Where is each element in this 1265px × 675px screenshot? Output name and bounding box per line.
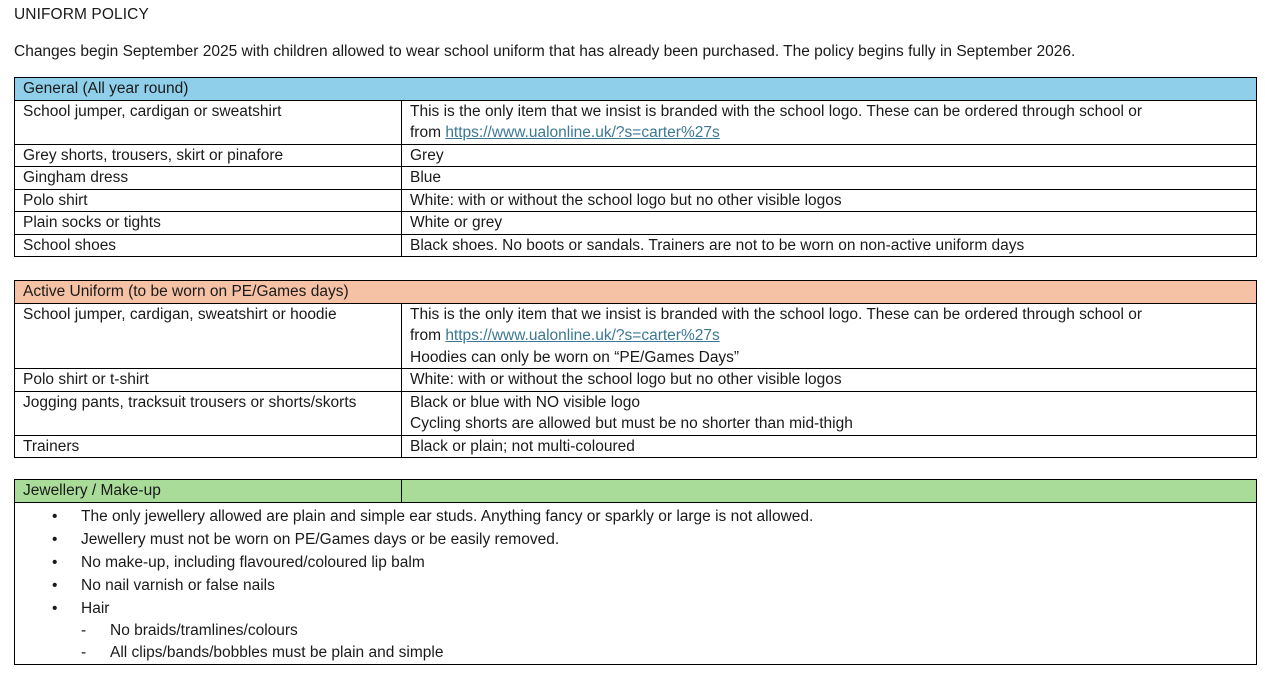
hoodie-note: Hoodies can only be worn on “PE/Games Days” (410, 348, 740, 366)
bullet-text: Jewellery must not be worn on PE/Games days or be easily removed. (81, 530, 560, 548)
jewellery-header-empty (402, 480, 1257, 503)
list-item (23, 505, 1248, 528)
table-row (15, 189, 1257, 212)
description-text: Black or blue with NO visible logo (410, 393, 641, 411)
description-cell: Blue (402, 167, 1257, 190)
list-item (23, 597, 1248, 620)
list-item (23, 620, 1248, 642)
cycling-shorts-note: Cycling shorts are allowed but must be no shorter than mid-thigh (410, 415, 853, 432)
description-cell: White or grey (402, 212, 1257, 235)
table-row (15, 167, 1257, 190)
uniform-shop-link[interactable]: https://www.ualonline.uk/?s=carter%27s (445, 124, 720, 141)
table-row (15, 303, 1257, 369)
list-item (23, 574, 1248, 597)
item-cell: Trainers (15, 435, 402, 458)
jewellery-bullet-list (23, 505, 1248, 620)
general-header: General (All year round) (15, 78, 1257, 101)
jewellery-header-row (15, 480, 1257, 503)
table-row (15, 212, 1257, 235)
bullet-text: No nail varnish or false nails (81, 576, 275, 594)
intro-paragraph: Changes begin September 2025 with children allowed to wear school uniform that has already been purchased. The policy begins fully in September 2026. (14, 43, 1076, 60)
dash-icon: - (81, 621, 87, 639)
description-cell: White: with or without the school logo but no other visible logos (402, 369, 1257, 392)
item-cell: School jumper, cardigan, sweatshirt or hoodie (15, 303, 402, 369)
description-cell (402, 303, 1257, 369)
bullet-icon: • (52, 507, 58, 525)
bullet-icon: • (52, 599, 58, 617)
description-cell: Grey (402, 144, 1257, 167)
from-text: from (410, 124, 441, 141)
table-row (15, 369, 1257, 392)
item-cell: School jumper, cardigan or sweatshirt (15, 100, 402, 144)
jewellery-body-row (15, 502, 1257, 664)
bullet-text: No make-up, including flavoured/coloured lip balm (81, 553, 425, 571)
general-header-row (15, 78, 1257, 101)
bullet-text: The only jewellery allowed are plain and simple ear studs. Anything fancy or sparkly or large is not allowed. (81, 507, 814, 525)
table-row (15, 391, 1257, 435)
hair-rules-list (23, 620, 1248, 664)
description-cell: Black shoes. No boots or sandals. Trainers are not to be worn on non-active uniform days (402, 234, 1257, 257)
active-uniform-table (14, 280, 1257, 458)
from-text: from (410, 327, 441, 344)
list-item (23, 528, 1248, 551)
item-cell: School shoes (15, 234, 402, 257)
item-cell: Polo shirt or t-shirt (15, 369, 402, 392)
table-row (15, 234, 1257, 257)
dash-icon: - (81, 643, 87, 661)
uniform-shop-link[interactable]: https://www.ualonline.uk/?s=carter%27s (445, 327, 720, 344)
item-cell: Gingham dress (15, 167, 402, 190)
general-uniform-table (14, 77, 1257, 257)
list-item (23, 642, 1248, 664)
description-cell (402, 391, 1257, 435)
active-header: Active Uniform (to be worn on PE/Games days) (15, 281, 1257, 304)
active-header-row (15, 281, 1257, 304)
description-cell: Black or plain; not multi-coloured (402, 435, 1257, 458)
jewellery-rules-cell (15, 502, 1257, 664)
list-item (23, 551, 1248, 574)
sub-item-text: All clips/bands/bobbles must be plain and simple (110, 643, 444, 661)
sub-item-text: No braids/tramlines/colours (110, 621, 298, 639)
table-row (15, 435, 1257, 458)
jewellery-header: Jewellery / Make-up (15, 480, 402, 503)
table-row (15, 144, 1257, 167)
description-cell (402, 100, 1257, 144)
item-cell: Polo shirt (15, 189, 402, 212)
item-cell: Grey shorts, trousers, skirt or pinafore (15, 144, 402, 167)
item-cell: Plain socks or tights (15, 212, 402, 235)
bullet-icon: • (52, 576, 58, 594)
bullet-icon: • (52, 553, 58, 571)
jewellery-table (14, 479, 1257, 665)
description-text: This is the only item that we insist is branded with the school logo. These can be ordered through school or (410, 102, 1143, 120)
table-row (15, 100, 1257, 144)
bullet-text: Hair (81, 599, 110, 617)
item-cell: Jogging pants, tracksuit trousers or shorts/skorts (15, 391, 402, 435)
bullet-icon: • (52, 530, 58, 548)
document-title: UNIFORM POLICY (14, 6, 149, 23)
description-cell: White: with or without the school logo but no other visible logos (402, 189, 1257, 212)
description-text: This is the only item that we insist is branded with the school logo. These can be ordered through school or (410, 305, 1143, 323)
